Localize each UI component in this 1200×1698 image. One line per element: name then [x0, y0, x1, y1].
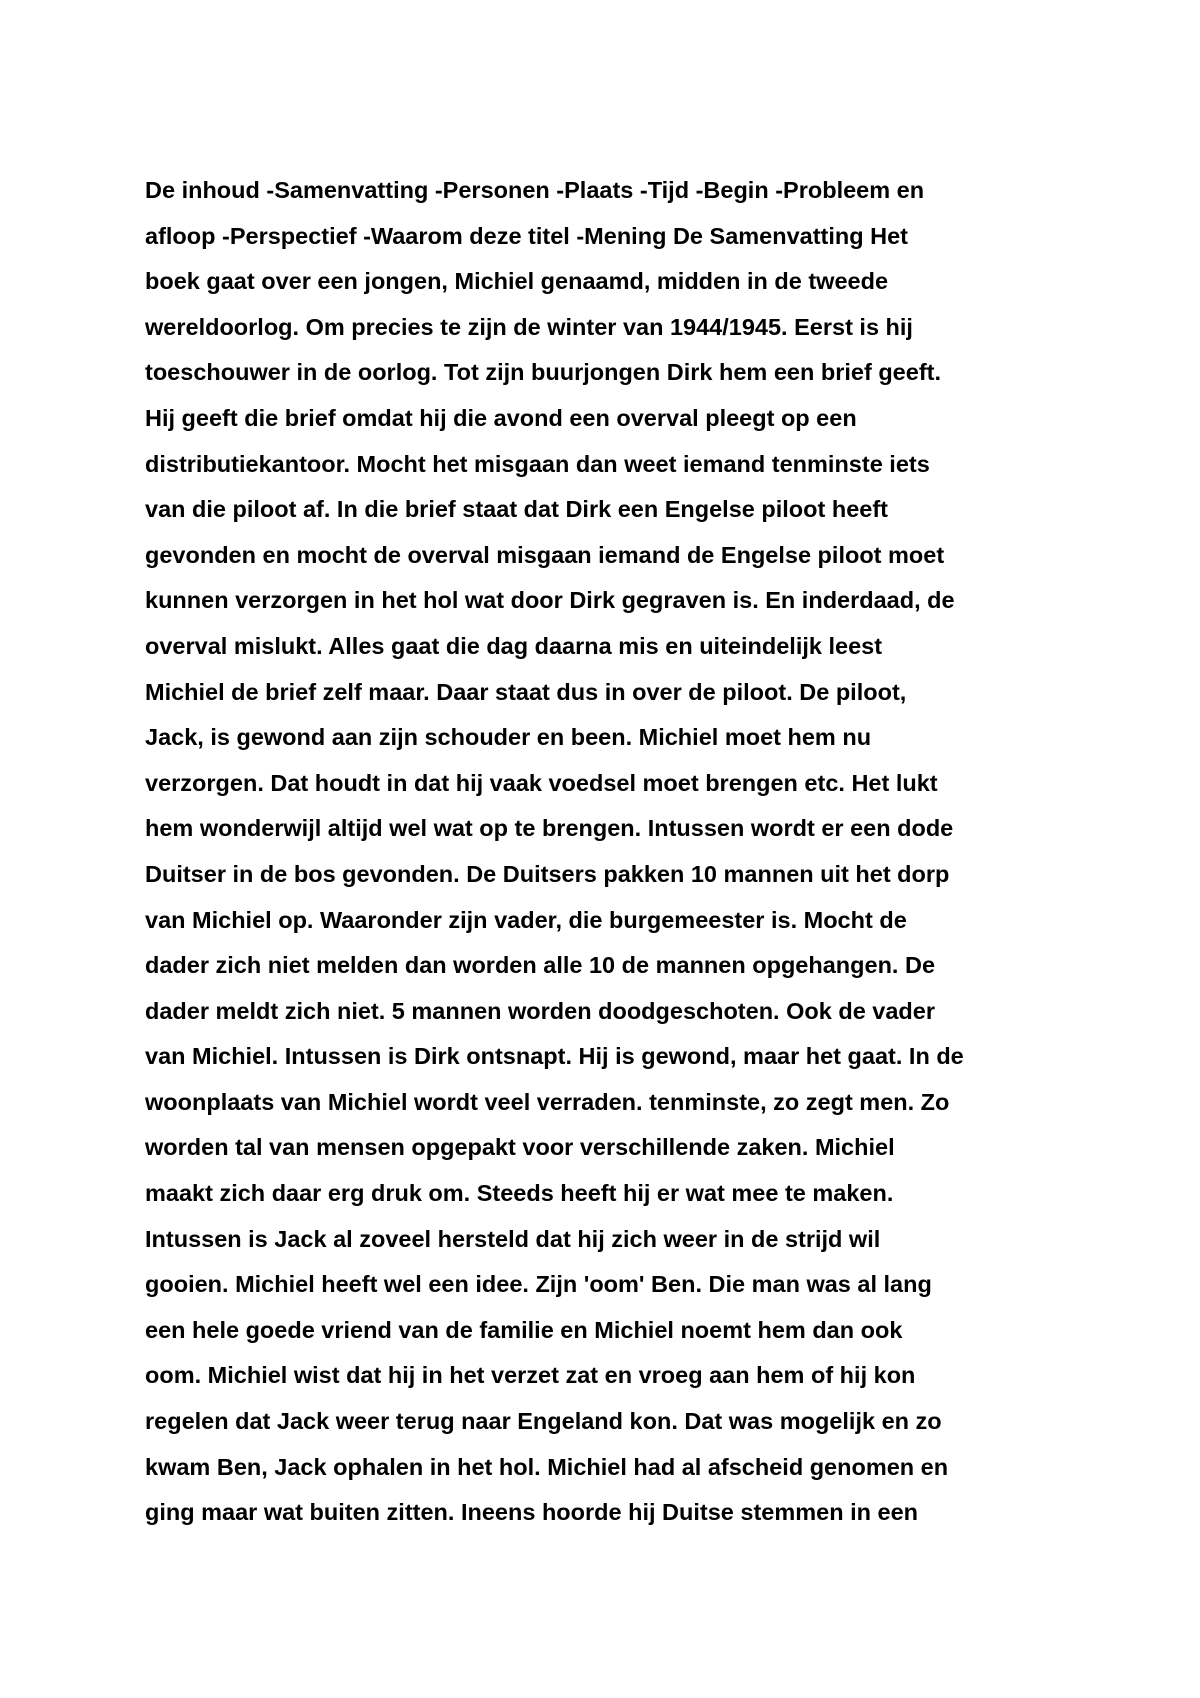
text-line: boek gaat over een jongen, Michiel genaamd, midden in de tweede [145, 268, 889, 295]
text-line: van die piloot af. In die brief staat dat Dirk een Engelse piloot heeft [145, 496, 888, 523]
text-line: worden tal van mensen opgepakt voor verschillende zaken. Michiel [145, 1134, 895, 1161]
text-line: regelen dat Jack weer terug naar Engeland kon. Dat was mogelijk en zo [145, 1408, 942, 1435]
text-line: De inhoud -Samenvatting -Personen -Plaats -Tijd -Begin -Probleem en [145, 177, 925, 203]
text-line: gevonden en mocht de overval misgaan iemand de Engelse piloot moet [145, 541, 945, 568]
text-line: kwam Ben, Jack ophalen in het hol. Michiel had al afscheid genomen en [145, 1453, 949, 1480]
text-line: oom. Michiel wist dat hij in het verzet zat en vroeg aan hem of hij kon [145, 1362, 916, 1389]
text-line: een hele goede vriend van de familie en Michiel noemt hem dan ook [145, 1316, 903, 1343]
text-line: Intussen is Jack al zoveel hersteld dat hij zich weer in de strijd wil [145, 1225, 881, 1252]
text-line: kunnen verzorgen in het hol wat door Dirk gegraven is. En inderdaad, de [145, 587, 955, 614]
text-line: dader zich niet melden dan worden alle 10 de mannen opgehangen. De [145, 952, 936, 979]
text-line: Duitser in de bos gevonden. De Duitsers pakken 10 mannen uit het dorp [145, 860, 950, 887]
body-text [145, 168, 1085, 1536]
text-line: Michiel de brief zelf maar. Daar staat dus in over de piloot. De piloot, [145, 678, 907, 705]
text-line: van Michiel. Intussen is Dirk ontsnapt. Hij is gewond, maar het gaat. In de [145, 1043, 964, 1070]
text-line: Jack, is gewond aan zijn schouder en been. Michiel moet hem nu [145, 724, 872, 751]
text-line: maakt zich daar erg druk om. Steeds heeft hij er wat mee te maken. [145, 1180, 894, 1207]
text-line: van Michiel op. Waaronder zijn vader, die burgemeester is. Mocht de [145, 906, 907, 933]
text-line: hem wonderwijl altijd wel wat op te brengen. Intussen wordt er een dode [145, 815, 954, 842]
text-line: gooien. Michiel heeft wel een idee. Zijn 'oom' Ben. Die man was al lang [145, 1271, 932, 1298]
text-line: overval mislukt. Alles gaat die dag daarna mis en uiteindelijk leest [145, 632, 883, 659]
text-line: distributiekantoor. Mocht het misgaan dan weet iemand tenminste iets [145, 450, 930, 477]
text-line: afloop -Perspectief -Waarom deze titel -Mening De Samenvatting Het [145, 222, 909, 249]
text-line: ging maar wat buiten zitten. Ineens hoorde hij Duitse stemmen in een [145, 1499, 919, 1526]
text-line: verzorgen. Dat houdt in dat hij vaak voedsel moet brengen etc. Het lukt [145, 769, 938, 796]
text-line: dader meldt zich niet. 5 mannen worden doodgeschoten. Ook de vader [145, 997, 936, 1024]
text-line: woonplaats van Michiel wordt veel verraden. tenminste, zo zegt men. Zo [145, 1088, 950, 1115]
text-line: toeschouwer in de oorlog. Tot zijn buurjongen Dirk hem een brief geeft. [145, 359, 942, 386]
text-line: wereldoorlog. Om precies te zijn de winter van 1944/1945. Eerst is hij [145, 313, 913, 340]
text-line: Hij geeft die brief omdat hij die avond een overval pleegt op een [145, 404, 857, 431]
